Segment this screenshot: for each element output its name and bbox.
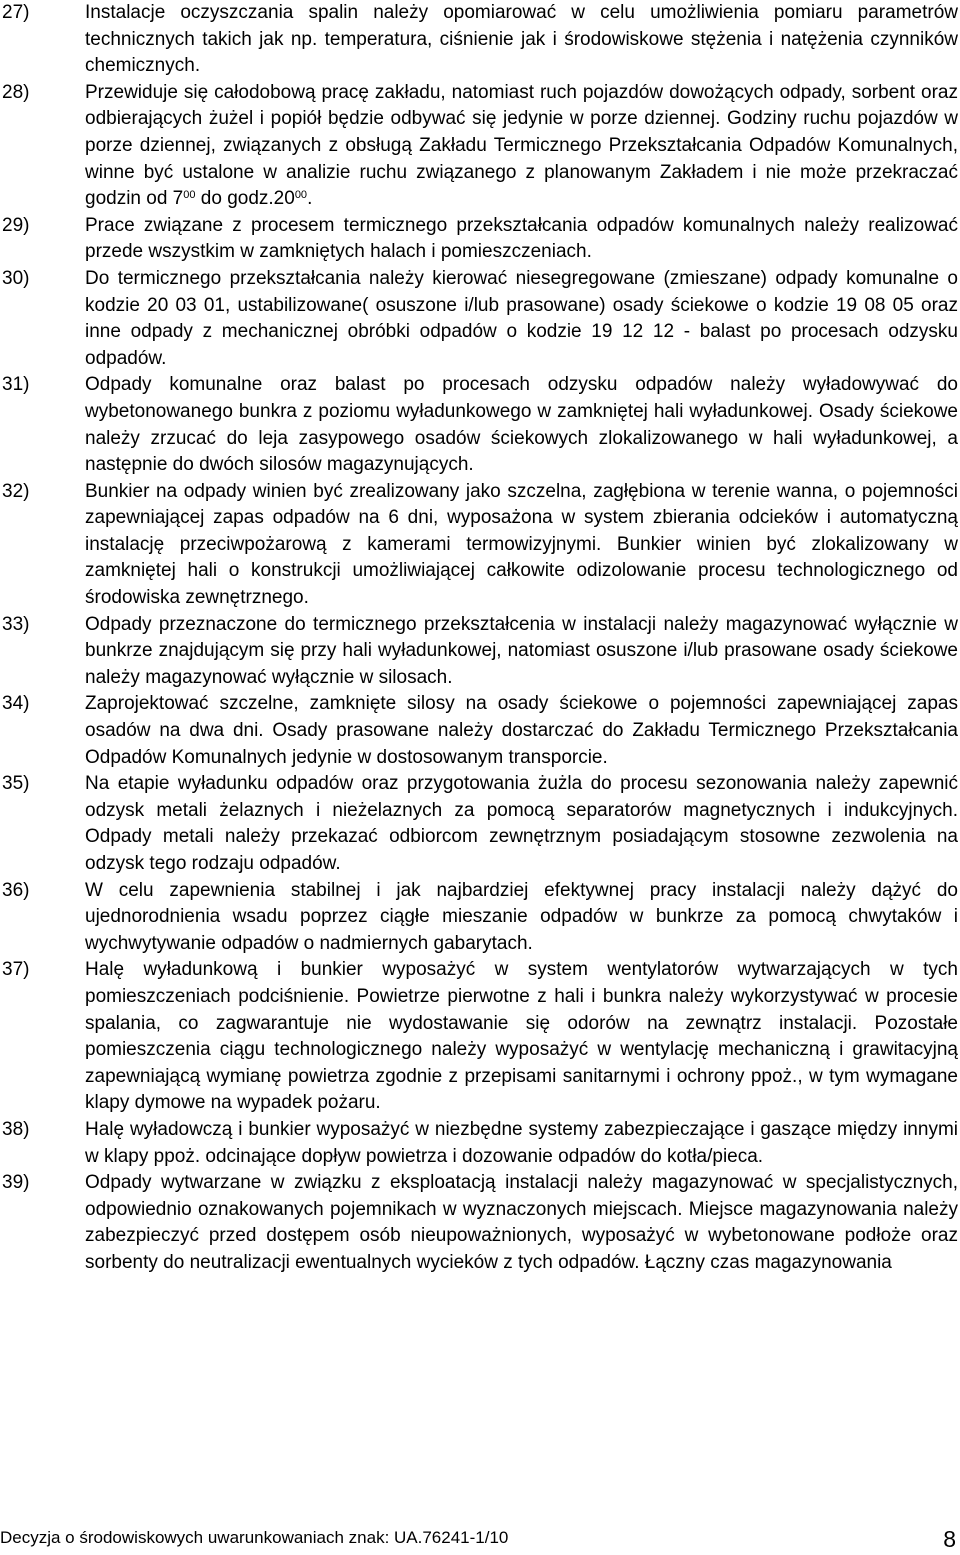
superscript: 00 — [294, 189, 308, 202]
list-item — [0, 1170, 960, 1276]
footer-text: Decyzja o środowiskowych uwarunkowaniach znak: UA.76241-1/10 — [0, 1528, 509, 1547]
page-footer — [0, 1524, 960, 1552]
item-text — [85, 80, 960, 213]
item-number: 30) — [2, 267, 30, 289]
item-text: Prace związane z procesem termicznego przekształcania odpadów komunalnych należy realizować przede wszystkim w zamkniętych halach i pomieszczeniach. — [85, 214, 958, 263]
list-item — [0, 266, 960, 372]
item-number: 33) — [2, 613, 30, 635]
list-item — [0, 1117, 960, 1170]
item-text: Zaprojektować szczelne, zamknięte silosy na osady ściekowe o pojemności zapewniającej zapas osadów na dwa dni. Osady prasowane należy dostarczać do Zakładu Termicznego Przekształcania Odpadów Komunalnych jedynie w dostosowanym transporcie. — [85, 693, 958, 768]
item-text: Odpady wytwarzane w związku z eksploatacją instalacji należy magazynować w specjalistycznych, odpowiednio oznakowanych pojemnikach w wyznaczonych miejscach. Miejsce magazynowania należy zabezpieczyć przed dostępem osób nieupoważnionych, wyposażyć w wybetonowane podłoże oraz sorbenty do neutralizacji ewentualnych wycieków z tych odpadów. Łączny czas magazynowania — [85, 1172, 958, 1273]
item-text-part: Przewiduje się całodobową pracę zakładu, natomiast ruch pojazdów dowożących odpady, sorbent oraz odbierających żużel i popiół będzie odbywać się jedynie w porze dziennej. Godziny ruchu pojazdów w porze dziennej, związanych z obsługą Zakładu Termicznego Przekształcania Odpadów Komunalnych, winne być ustalone w analizie ruchu związanego z planowanym Zakładem i nie może przekraczać godzin od 7 — [85, 81, 958, 210]
superscript: 00 — [183, 189, 196, 202]
list-item — [0, 691, 960, 771]
item-text: W celu zapewnienia stabilnej i jak najbardziej efektywnej pracy instalacji należy dążyć do ujednorodnienia wsadu poprzez ciągłe mieszanie odpadów w bunkrze za pomocą chwytaków i wychwytywanie odpadów o nadmiernych gabarytach. — [85, 879, 958, 954]
item-text: Odpady przeznaczone do termicznego przekształcenia w instalacji należy magazynować wyłącznie w bunkrze znajdującym się przy hali wyładunkowej, natomiast osuszone i/lub prasowane osady ściekowe należy magazynować wyłącznie w silosach. — [85, 613, 958, 688]
item-text: Odpady komunalne oraz balast po procesach odzysku odpadów należy wyładowywać do wybetonowanego bunkra z poziomu wyładunkowego w zamkniętej hali wyładunkowej. Osady ściekowe należy zrzucać do leja zasypowego osadów ściekowych zlokalizowanego w hali wyładunkowej, a następnie do dwóch silosów magazynujących. — [85, 374, 958, 476]
item-number: 31) — [2, 374, 30, 396]
list-item — [0, 372, 960, 478]
page-number: 8 — [943, 1526, 956, 1552]
item-number: 27) — [2, 2, 30, 23]
list-item — [0, 957, 960, 1117]
list-item — [0, 612, 960, 692]
item-number: 32) — [2, 480, 30, 502]
item-number: 37) — [2, 959, 30, 981]
list-item — [0, 479, 960, 612]
list-item — [0, 80, 960, 213]
item-number: 39) — [2, 1172, 30, 1194]
item-text: Halę wyładowczą i bunkier wyposażyć w niezbędne systemy zabezpieczające i gaszące między innymi w klapy ppoż. odcinające dopływ powietrza i dozowanie odpadów do kotła/pieca. — [85, 1118, 958, 1167]
item-text: Do termicznego przekształcania należy kierować niesegregowane (zmieszane) odpady komunalne o kodzie 20 03 01, ustabilizowane( osuszone i/lub prasowane) osady ściekowe o kodzie 19 08 05 oraz inne odpady z mechanicznej obróbki odpadów o kodzie 19 12 12 - balast po procesach odzysku odpadów. — [85, 267, 958, 369]
list-item — [0, 878, 960, 958]
item-number: 34) — [2, 693, 30, 715]
list-item — [0, 0, 960, 80]
item-number: 28) — [2, 81, 30, 103]
item-text: Bunkier na odpady winien być zrealizowany jako szczelna, zagłębiona w terenie wanna, o pojemności zapewniającej zapas odpadów na 6 dni, wyposażona w system zbierania odcieków i automatyczną instalację przeciwpożarową z kamerami termowizyjnymi. Bunkier winien być zlokalizowany w zamkniętej hali o konstrukcji umożliwiającej całkowite odizolowanie procesu technologicznego od środowiska zewnętrznego. — [85, 480, 958, 609]
list-item — [0, 213, 960, 266]
item-number: 38) — [2, 1118, 30, 1140]
item-text: Instalacje oczyszczania spalin należy opomiarować w celu umożliwienia pomiaru parametrów technicznych takich jak np. temperatura, ciśnienie jak i środowiskowe stężenia i natężenia czynników chemicznych. — [85, 2, 958, 77]
item-text: Halę wyładunkową i bunkier wyposażyć w system wentylatorów wytwarzających w tych pomieszczeniach podciśnienie. Powietrze pierwotne z hali i bunkra należy wykorzystywać w procesie spalania, co zagwarantuje nie wydostawanie się odorów na zewnątrz instalacji. Pozostałe pomieszczenia ciągu technologicznego należy wyposażyć w wentylację mechaniczną i grawitacyjną zapewniającą wymianę powietrza zgodnie z przepisami sanitarnymi i ochrony ppoż., w tym wymagane klapy dymowe na wypadek pożaru. — [85, 959, 958, 1114]
item-number: 29) — [2, 214, 30, 236]
item-number: 36) — [2, 879, 30, 901]
item-number: 35) — [2, 773, 30, 795]
list-item — [0, 771, 960, 877]
item-text-part: do godz.20 — [195, 188, 295, 210]
item-text-part: . — [307, 188, 313, 210]
item-text: Na etapie wyładunku odpadów oraz przygotowania żużla do procesu sezonowania należy zapewnić odzysk metali żelaznych i nieżelaznych za pomocą separatorów magnetycznych i indukcyjnych. Odpady metali należy przekazać odbiorcom zewnętrznym posiadającym stosowne zezwolenia na odzysk tego rodzaju odpadów. — [85, 773, 958, 874]
